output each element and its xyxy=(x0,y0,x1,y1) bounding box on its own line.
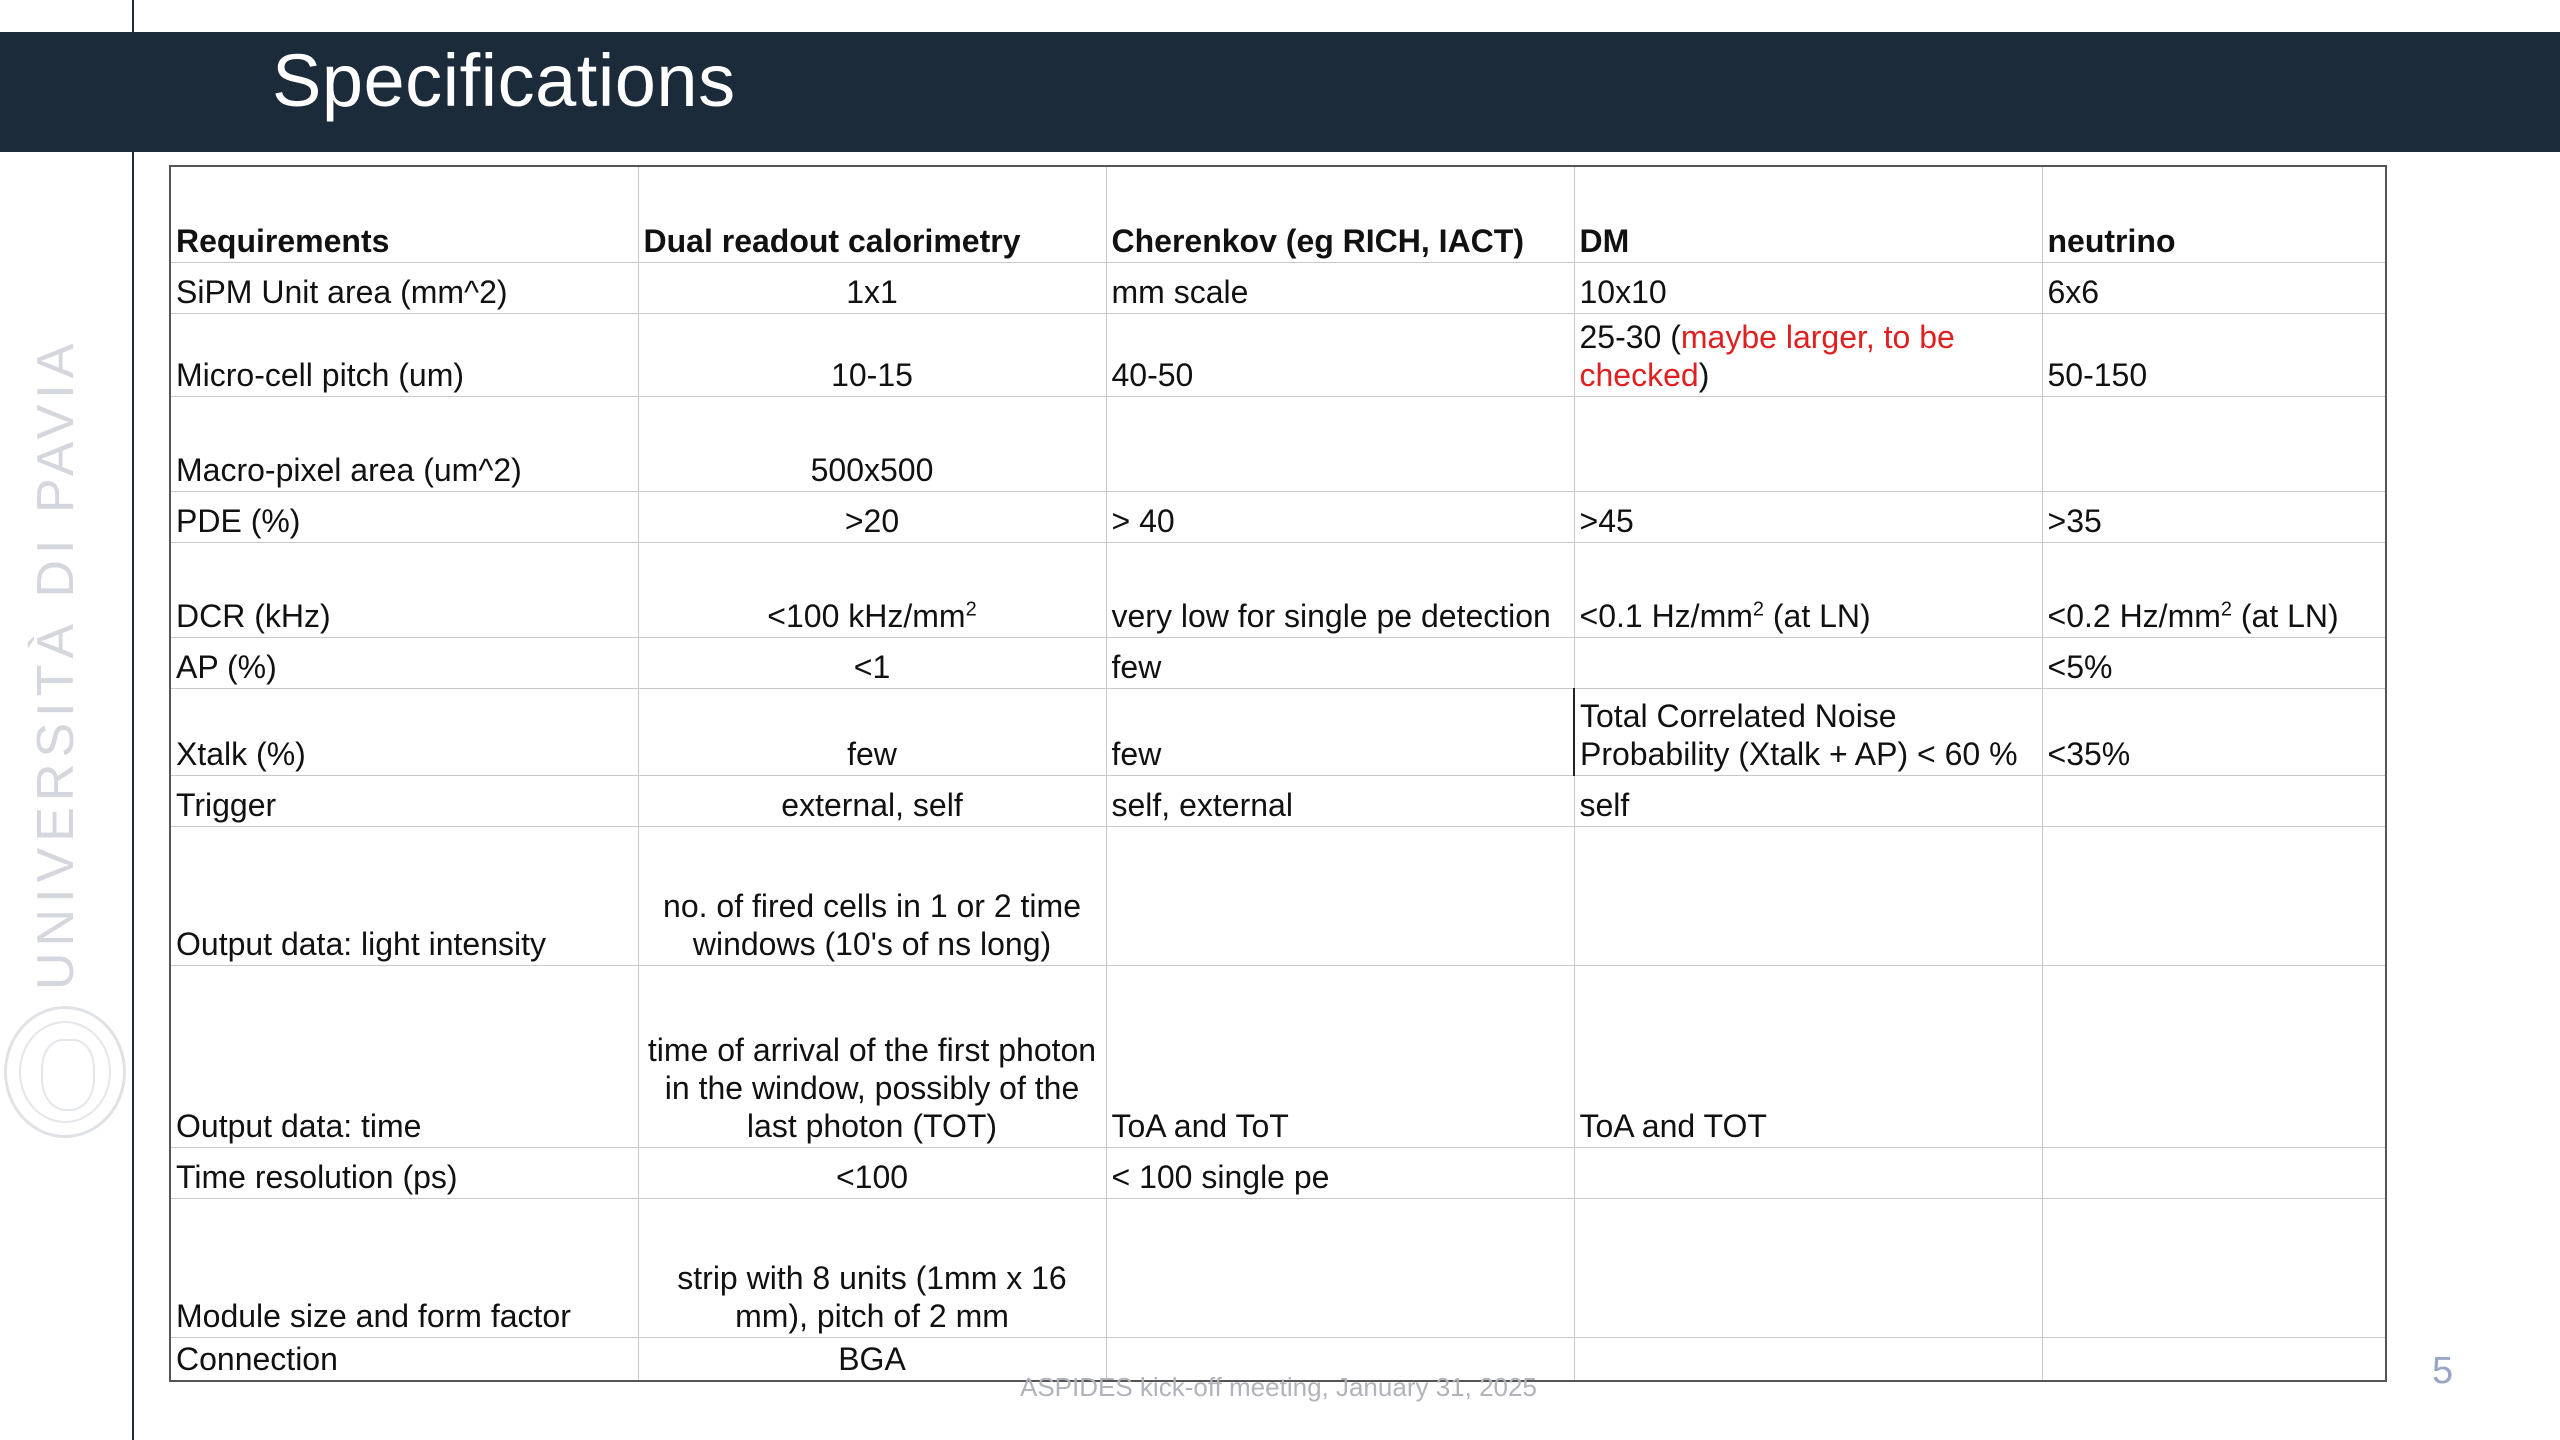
table-row xyxy=(170,637,2386,688)
row-label: Output data: light intensity xyxy=(170,826,638,965)
cell-value xyxy=(2042,1147,2386,1198)
row-label: AP (%) xyxy=(170,637,638,688)
cell-value: mm scale xyxy=(1106,262,1574,313)
cell-value xyxy=(2042,1198,2386,1337)
cell-value: self xyxy=(1574,775,2042,826)
header-dm: DM xyxy=(1574,166,2042,262)
cell-value: 6x6 xyxy=(2042,262,2386,313)
cell-value: 10x10 xyxy=(1574,262,2042,313)
cell-value: <1 xyxy=(638,637,1106,688)
left-divider-line xyxy=(132,0,134,1440)
cell-value xyxy=(2042,775,2386,826)
superscript: 2 xyxy=(2220,597,2232,620)
cell-text: (at LN) xyxy=(1764,597,1871,634)
table-row xyxy=(170,542,2386,637)
cell-value xyxy=(1574,1147,2042,1198)
cell-value: <5% xyxy=(2042,637,2386,688)
cell-value: 50-150 xyxy=(2042,313,2386,396)
header-cherenkov: Cherenkov (eg RICH, IACT) xyxy=(1106,166,1574,262)
cell-text: 25-30 ( xyxy=(1579,318,1681,355)
header-neutrino: neutrino xyxy=(2042,166,2386,262)
cell-value: ToA and TOT xyxy=(1574,965,2042,1147)
cell-value: no. of fired cells in 1 or 2 time windows (10's of ns long) xyxy=(638,826,1106,965)
cell-value xyxy=(1574,826,2042,965)
table-header-row xyxy=(170,166,2386,262)
cell-value xyxy=(1574,1337,2042,1381)
header-dual-readout: Dual readout calorimetry xyxy=(638,166,1106,262)
table-row xyxy=(170,1198,2386,1337)
cell-value: >45 xyxy=(1574,491,2042,542)
page-number: 5 xyxy=(2432,1350,2454,1392)
cell-text: ) xyxy=(1698,356,1710,393)
row-label: Output data: time xyxy=(170,965,638,1147)
specifications-table xyxy=(169,165,2387,1382)
slide-title: Specifications xyxy=(272,39,736,122)
cell-value: 10-15 xyxy=(638,313,1106,396)
cell-value xyxy=(2042,826,2386,965)
cell-value xyxy=(2042,965,2386,1147)
cell-value: >35 xyxy=(2042,491,2386,542)
row-label: SiPM Unit area (mm^2) xyxy=(170,262,638,313)
table-row xyxy=(170,775,2386,826)
cell-value: <100 xyxy=(638,1147,1106,1198)
cell-value xyxy=(1106,826,1574,965)
table-row xyxy=(170,262,2386,313)
cell-value xyxy=(1574,1198,2042,1337)
cell-value xyxy=(2042,1337,2386,1381)
row-label: Time resolution (ps) xyxy=(170,1147,638,1198)
table-row xyxy=(170,313,2386,396)
row-label: Micro-cell pitch (um) xyxy=(170,313,638,396)
cell-value xyxy=(1106,1198,1574,1337)
cell-value: 500x500 xyxy=(638,396,1106,491)
table-row xyxy=(170,1147,2386,1198)
row-label: PDE (%) xyxy=(170,491,638,542)
cell-value: ToA and ToT xyxy=(1106,965,1574,1147)
cell-text: <0.2 Hz/mm xyxy=(2047,597,2221,634)
cell-value: >20 xyxy=(638,491,1106,542)
cell-value xyxy=(638,542,1106,637)
cell-value: > 40 xyxy=(1106,491,1574,542)
cell-text: <100 kHz/mm xyxy=(767,597,966,634)
superscript: 2 xyxy=(965,597,977,620)
cell-value xyxy=(1574,542,2042,637)
table-row xyxy=(170,688,2386,775)
university-seal-icon xyxy=(4,1006,126,1138)
cell-value: self, external xyxy=(1106,775,1574,826)
table-row xyxy=(170,396,2386,491)
cell-value: 1x1 xyxy=(638,262,1106,313)
table-row xyxy=(170,491,2386,542)
cell-value: BGA xyxy=(638,1337,1106,1381)
cell-value: few xyxy=(1106,637,1574,688)
cell-value xyxy=(1574,637,2042,688)
slide-footer: ASPIDES kick-off meeting, January 31, 2025 xyxy=(1020,1372,1537,1402)
cell-value: very low for single pe detection xyxy=(1106,542,1574,637)
header-requirements: Requirements xyxy=(170,166,638,262)
cell-value: Total Correlated Noise Probability (Xtalk + AP) < 60 % xyxy=(1574,688,2042,775)
row-label: Macro-pixel area (um^2) xyxy=(170,396,638,491)
university-watermark: UNIVERSITÀ DI PAVIA xyxy=(27,337,85,990)
cell-value: 40-50 xyxy=(1106,313,1574,396)
cell-value: few xyxy=(638,688,1106,775)
cell-text: (at LN) xyxy=(2232,597,2339,634)
cell-value xyxy=(1574,313,2042,396)
cell-text: <0.1 Hz/mm xyxy=(1579,597,1753,634)
row-label: Module size and form factor xyxy=(170,1198,638,1337)
row-label: Xtalk (%) xyxy=(170,688,638,775)
cell-value: <35% xyxy=(2042,688,2386,775)
cell-value xyxy=(2042,542,2386,637)
cell-value xyxy=(1106,396,1574,491)
cell-value: strip with 8 units (1mm x 16 mm), pitch of 2 mm xyxy=(638,1198,1106,1337)
cell-value xyxy=(1574,396,2042,491)
cell-value: external, self xyxy=(638,775,1106,826)
highlight-note: maybe larger, to be checked xyxy=(1579,318,1955,393)
cell-value: time of arrival of the first photon in the window, possibly of the last photon (TOT) xyxy=(638,965,1106,1147)
cell-value xyxy=(2042,396,2386,491)
row-label: DCR (kHz) xyxy=(170,542,638,637)
table-row xyxy=(170,965,2386,1147)
cell-value: few xyxy=(1106,688,1574,775)
table-row xyxy=(170,826,2386,965)
row-label: Connection xyxy=(170,1337,638,1381)
row-label: Trigger xyxy=(170,775,638,826)
superscript: 2 xyxy=(1752,597,1764,620)
cell-value: < 100 single pe xyxy=(1106,1147,1574,1198)
